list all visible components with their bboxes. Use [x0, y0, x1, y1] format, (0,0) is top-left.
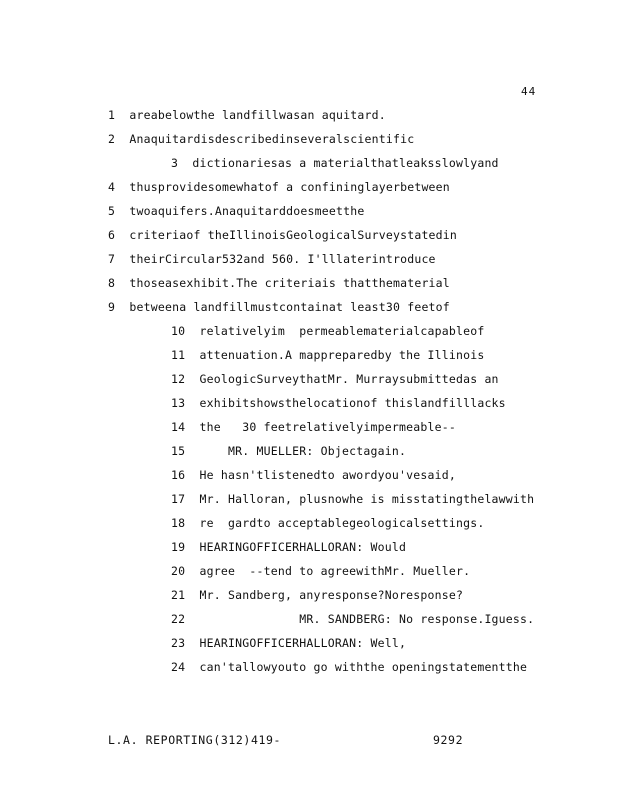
transcript-line: 14 the 30 feetrelativelyimpermeable--: [171, 420, 456, 434]
transcript-line: 10 relativelyim permeablematerialcapableof: [171, 324, 485, 338]
transcript-line: 22 MR. SANDBERG: No response.Iguess.: [171, 612, 535, 626]
transcript-line: 8 thoseasexhibit.The criteriais thatthematerial: [108, 276, 450, 290]
transcript-line: 9 betweena landfillmustcontainat least30 feetof: [108, 300, 450, 314]
transcript-line: 23 HEARINGOFFICERHALLORAN: Well,: [171, 636, 407, 650]
transcript-line: 20 agree --tend to agreewithMr. Mueller.: [171, 564, 471, 578]
transcript-line: 18 re gardto acceptablegeologicalsettings.: [171, 516, 485, 530]
transcript-line: 3 dictionariesas a materialthatleaksslowlyand: [171, 156, 499, 170]
transcript-line: 11 attenuation.A mappreparedby the Illinois: [171, 348, 485, 362]
transcript-line: 24 can'tallowyouto go withthe openingstatementthe: [171, 660, 528, 674]
transcript-line: 21 Mr. Sandberg, anyresponse?Noresponse?: [171, 588, 464, 602]
page-number: 44: [521, 85, 537, 98]
transcript-line: 15 MR. MUELLER: Objectagain.: [171, 444, 407, 458]
footer-phone-suffix: 9292: [433, 733, 464, 747]
transcript-line: 1 areabelowthe landfillwasan aquitard.: [108, 108, 386, 122]
transcript-line: 6 criteriaof theIllinoisGeologicalSurveystatedin: [108, 228, 458, 242]
transcript-line: 13 exhibitshowsthelocationof thislandfilllacks: [171, 396, 506, 410]
footer-reporter: L.A. REPORTING(312)419-: [108, 733, 282, 747]
transcript-line: 2 Anaquitardisdescribedinseveralscientific: [108, 132, 415, 146]
transcript-line: 19 HEARINGOFFICERHALLORAN: Would: [171, 540, 407, 554]
transcript-line: 16 He hasn'tlistenedto awordyou'vesaid,: [171, 468, 456, 482]
transcript-line: 4 thusprovidesomewhatof a confininglayerbetween: [108, 180, 450, 194]
transcript-line: 12 GeologicSurveythatMr. Murraysubmittedas an: [171, 372, 499, 386]
transcript-line: 17 Mr. Halloran, plusnowhe is misstatingthelawwith: [171, 492, 535, 506]
transcript-line: 7 theirCircular532and 560. I'lllaterintroduce: [108, 252, 436, 266]
transcript-line: 5 twoaquifers.Anaquitarddoesmeetthe: [108, 204, 365, 218]
